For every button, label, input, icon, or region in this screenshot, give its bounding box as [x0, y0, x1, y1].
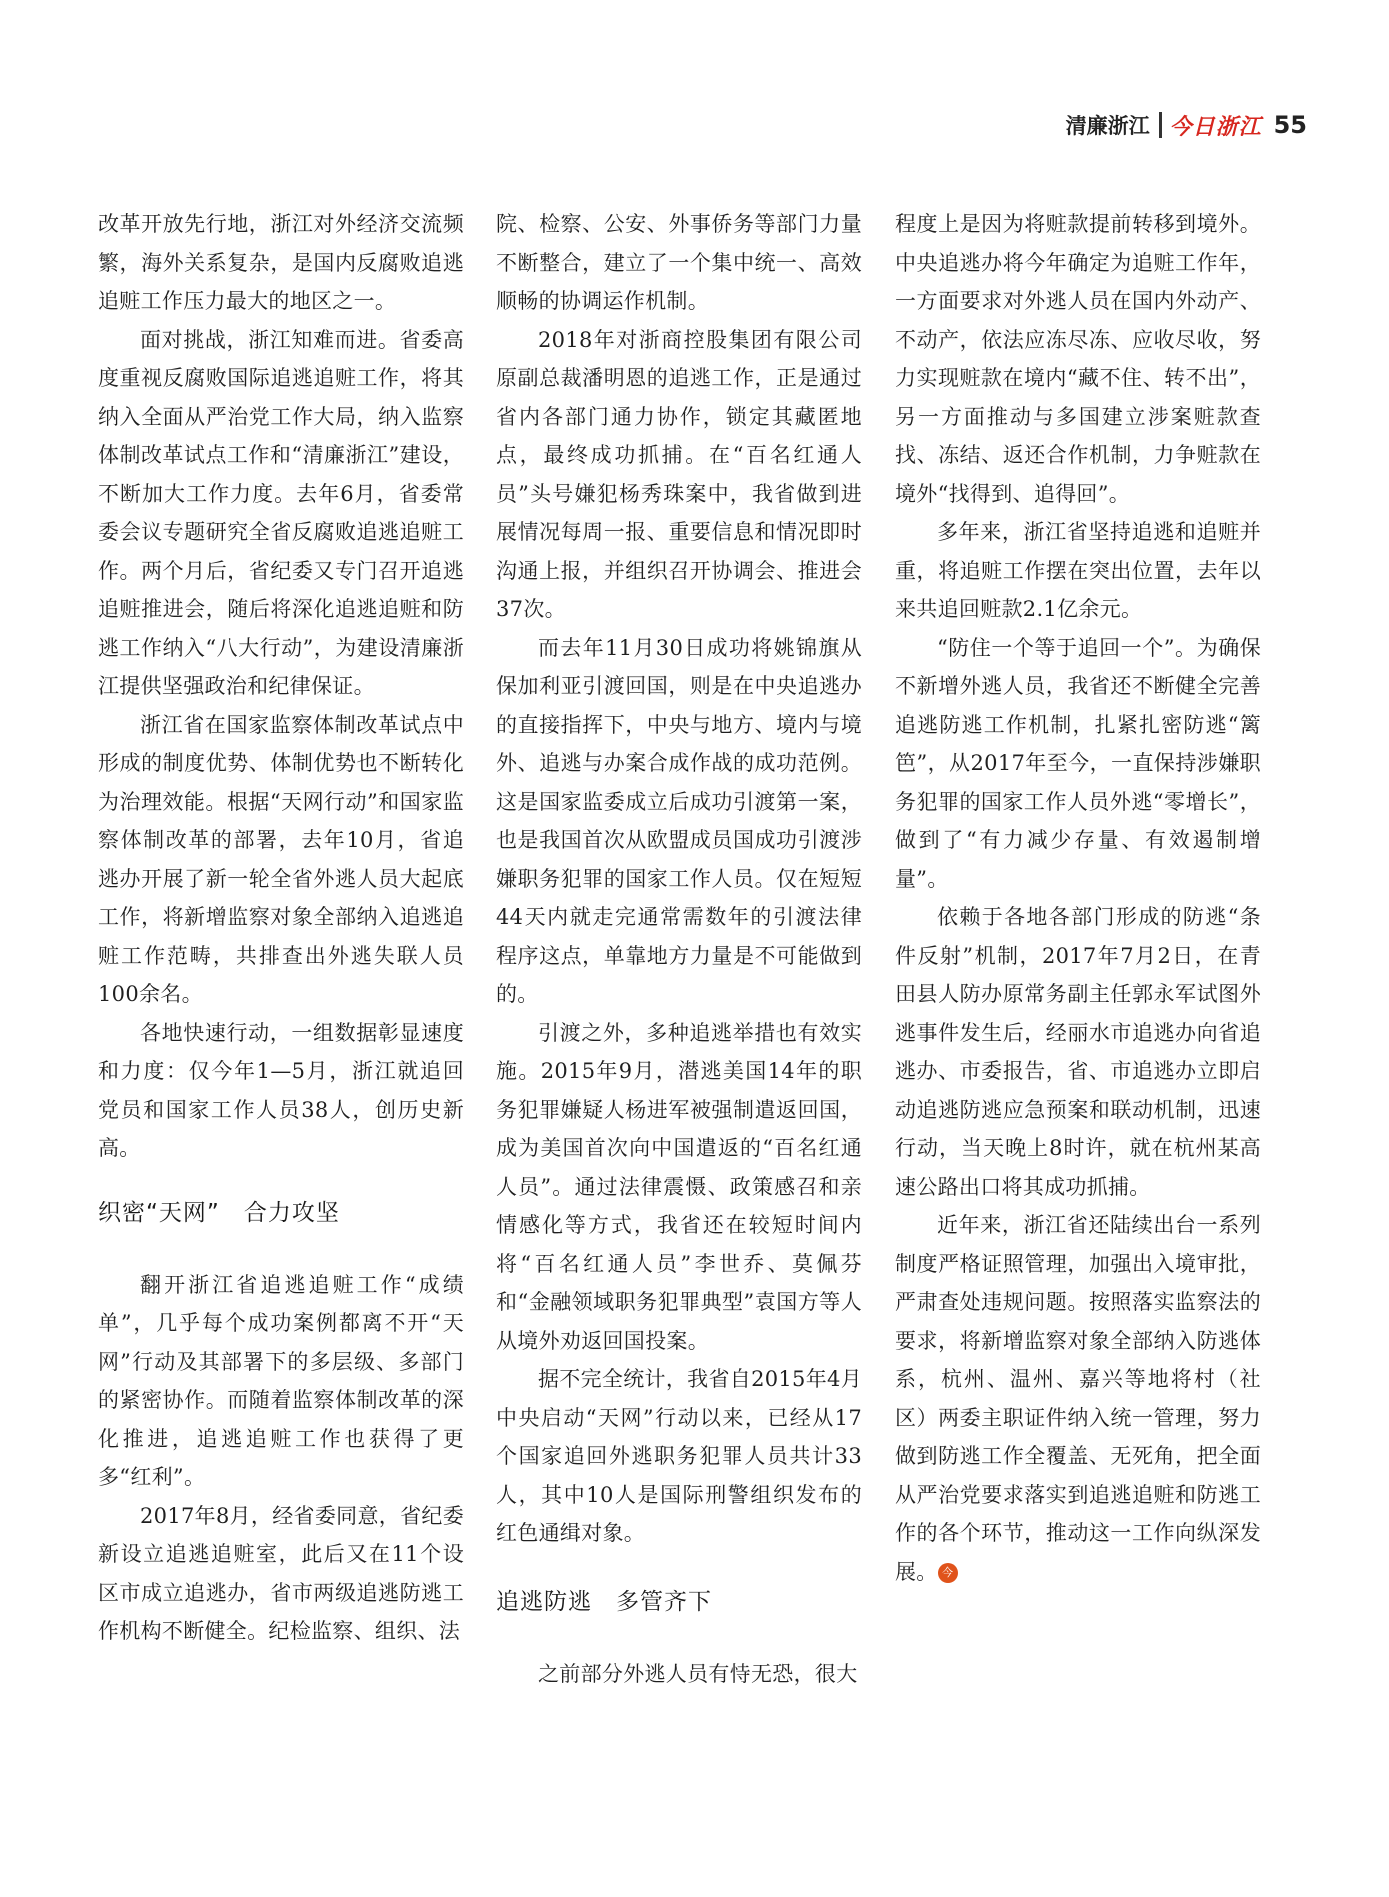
- paragraph: 各地快速行动，一组数据彰显速度和力度：仅今年1—5月，浙江就追回党员和国家工作人员38人，创历史新高。: [98, 1020, 464, 1160]
- end-mark-icon: 今: [938, 1563, 958, 1583]
- section-heading: 织密“天网” 合力攻坚: [98, 1199, 340, 1226]
- magazine-logo: 今日浙江: [1169, 113, 1262, 140]
- paragraph: 程度上是因为将赃款提前转移到境外。中央追逃办将今年确定为追赃工作年，一方面要求对外逃人员在国内外动产、不动产，依法应冻尽冻、应收尽收，努力实现赃款在境内“藏不住、转不出”，另一方面推动与多国建立涉案赃款查找、冻结、返还合作机制，力争赃款在境外“找得到、追得回”。: [895, 212, 1261, 506]
- paragraph: 改革开放先行地，浙江对外经济交流频繁，海外关系复杂，是国内反腐败追逃追赃工作压力最大的地区之一。: [98, 212, 464, 313]
- paragraph: 翻开浙江省追逃追赃工作“成绩单”，几乎每个成功案例都离不开“天网”行动及其部署下的多层级、多部门的紧密协作。而随着监察体制改革的深化推进，追逃追赃工作也获得了更多“红利”。: [98, 1272, 464, 1489]
- page-header: [1066, 110, 1307, 140]
- section-title: 清廉浙江: [1065, 114, 1150, 138]
- paragraph: 引渡之外，多种追逃举措也有效实施。2015年9月，潜逃美国14年的职务犯罪嫌疑人杨进军被强制遣返回国，成为美国首次向中国遣返的“百名红通人员”。通过法律震慑、政策感召和亲情感化等方式，我省还在较短时间内将“百名红通人员”李世乔、莫佩芬和“金融领域职务犯罪典型”袁国方等人从境外劝返回国投案。: [496, 1020, 862, 1353]
- paragraph: 而去年11月30日成功将姚锦旗从保加利亚引渡回国，则是在中央追逃办的直接指挥下，中央与地方、境内与境外、追逃与办案合成作战的成功范例。这是国家监委成立后成功引渡第一案，也是我国首次从欧盟成员国成功引渡涉嫌职务犯罪的国家工作人员。仅在短短44天内就走完通常需数年的引渡法律程序这点，单靠地方力量是不可能做到的。: [496, 635, 862, 1006]
- paragraph: [895, 1206, 1261, 1591]
- paragraph: 2017年8月，经省委同意，省纪委新设立追逃追赃室，此后又在11个设区市成立追逃办，省市两级追逃防逃工作机构不断健全。纪检监察、组织、法: [98, 1503, 464, 1643]
- paragraph: 依赖于各地各部门形成的防逃“条件反射”机制，2017年7月2日，在青田县人防办原常务副主任郭永军试图外逃事件发生后，经丽水市追逃办向省追逃办、市委报告，省、市追逃办立即启动追逃防逃应急预案和联动机制，迅速行动，当天晚上8时许，就在杭州某高速公路出口将其成功抓捕。: [895, 905, 1261, 1199]
- article-column-2: [496, 205, 862, 1693]
- paragraph: “防住一个等于追回一个”。为确保不新增外逃人员，我省还不断健全完善追逃防逃工作机制，扎紧扎密防逃“篱笆”，从2017年至今，一直保持涉嫌职务犯罪的国家工作人员外逃“零增长”，做到了“有力减少存量、有效遏制增量”。: [895, 635, 1261, 891]
- paragraph: 据不完全统计，我省自2015年4月中央启动“天网”行动以来，已经从17个国家追回外逃职务犯罪人员共计33人，其中10人是国际刑警组织发布的红色通缉对象。: [496, 1367, 862, 1545]
- paragraph: 2018年对浙商控股集团有限公司原副总裁潘明恩的追逃工作，正是通过省内各部门通力协作，锁定其藏匿地点，最终成功抓捕。在“百名红通人员”头号嫌犯杨秀珠案中，我省做到进展情况每周一报、重要信息和情况即时沟通上报，并组织召开协调会、推进会37次。: [496, 327, 862, 621]
- section-heading: 追逃防逃 多管齐下: [496, 1588, 712, 1615]
- paragraph: 多年来，浙江省坚持追逃和追赃并重，将追赃工作摆在突出位置，去年以来共追回赃款2.1亿余元。: [895, 520, 1261, 621]
- article-column-3: [895, 205, 1261, 1591]
- page-number: 55: [1273, 111, 1307, 139]
- paragraph: 面对挑战，浙江知难而进。省委高度重视反腐败国际追逃追赃工作，将其纳入全面从严治党工作大局，纳入监察体制改革试点工作和“清廉浙江”建设，不断加大工作力度。去年6月，省委常委会议专题研究全省反腐败追逃追赃工作。两个月后，省纪委又专门召开追逃追赃推进会，随后将深化追逃追赃和防逃工作纳入“八大行动”，为建设清廉浙江提供坚强政治和纪律保证。: [98, 327, 464, 698]
- paragraph: 浙江省在国家监察体制改革试点中形成的制度优势、体制优势也不断转化为治理效能。根据“天网行动”和国家监察体制改革的部署，去年10月，省追逃办开展了新一轮全省外逃人员大起底工作，将新增监察对象全部纳入追逃追赃工作范畴，共排查出外逃失联人员100余名。: [98, 712, 464, 1006]
- header-divider: [1159, 112, 1162, 138]
- paragraph-text: 近年来，浙江省还陆续出台一系列制度严格证照管理，加强出入境审批，严肃查处违规问题。按照落实监察法的要求，将新增监察对象全部纳入防逃体系，杭州、温州、嘉兴等地将村（社区）两委主职证件纳入统一管理，努力做到防逃工作全覆盖、无死角，把全面从严治党要求落实到追逃追赃和防逃工作的各个环节，推动这一工作向纵深发展。: [895, 1213, 1261, 1584]
- paragraph: 之前部分外逃人员有恃无恐，很大: [538, 1661, 858, 1686]
- article-column-1: [98, 205, 464, 1651]
- paragraph: 院、检察、公安、外事侨务等部门力量不断整合，建立了一个集中统一、高效顺畅的协调运作机制。: [496, 212, 862, 313]
